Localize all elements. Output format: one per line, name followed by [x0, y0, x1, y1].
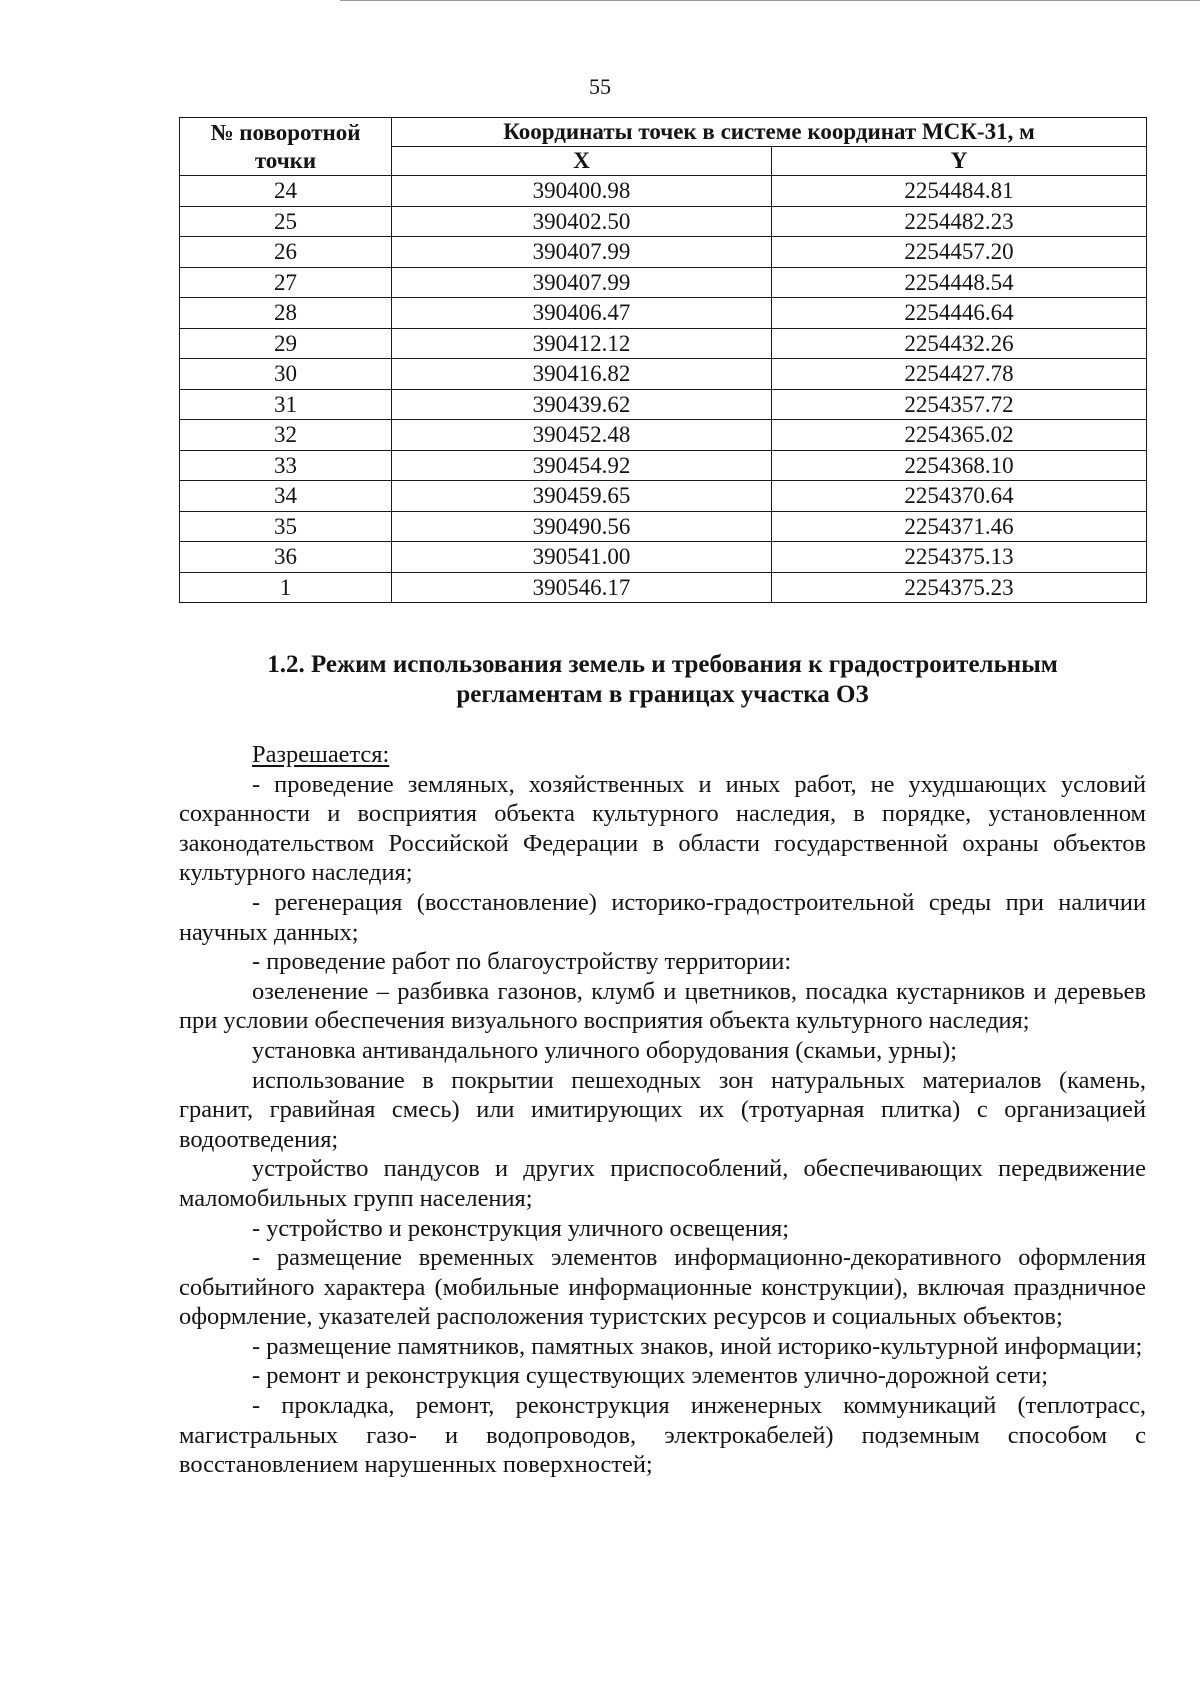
y-coordinate-cell: 2254482.23 — [772, 206, 1147, 237]
point-number-cell: 34 — [180, 481, 392, 512]
x-coordinate-cell: 390541.00 — [392, 542, 772, 573]
point-number-cell: 28 — [180, 298, 392, 329]
x-coordinate-cell: 390416.82 — [392, 359, 772, 390]
coordinates-title-header: Координаты точек в системе координат МСК-31, м — [392, 118, 1147, 147]
y-coordinate-cell: 2254370.64 — [772, 481, 1147, 512]
point-number-cell: 32 — [180, 420, 392, 451]
paragraph-list — [179, 770, 1146, 1480]
body-paragraph: озеленение – разбивка газонов, клумб и цветников, посадка кустарников и деревьев при условии обеспечения визуального восприятия объекта культурного наследия; — [179, 977, 1146, 1035]
y-column-header: Y — [772, 147, 1147, 176]
x-coordinate-cell: 390546.17 — [392, 572, 772, 603]
section-body — [179, 740, 1146, 1480]
table-row — [180, 511, 1147, 542]
x-coordinate-cell: 390459.65 — [392, 481, 772, 512]
x-column-header: X — [392, 147, 772, 176]
y-coordinate-cell: 2254457.20 — [772, 237, 1147, 268]
y-coordinate-cell: 2254432.26 — [772, 328, 1147, 359]
x-coordinate-cell: 390407.99 — [392, 237, 772, 268]
point-number-cell: 27 — [180, 267, 392, 298]
point-number-cell: 35 — [180, 511, 392, 542]
table-row — [180, 542, 1147, 573]
body-paragraph: устройство пандусов и других приспособлений, обеспечивающих передвижение маломобильных групп населения; — [179, 1155, 1146, 1212]
body-paragraph: - регенерация (восстановление) историко-градостроительной среды при наличии научных данных; — [179, 888, 1146, 946]
x-coordinate-cell: 390400.98 — [392, 176, 772, 207]
table-row — [180, 389, 1147, 420]
x-coordinate-cell: 390452.48 — [392, 420, 772, 451]
section-heading-line-1: 1.2. Режим использования земель и требования к градостроительным — [267, 651, 1058, 678]
y-coordinate-cell: 2254357.72 — [772, 389, 1147, 420]
point-number-cell: 24 — [180, 176, 392, 207]
table-row — [180, 237, 1147, 268]
y-coordinate-cell: 2254375.13 — [772, 542, 1147, 573]
table-row — [180, 206, 1147, 237]
y-coordinate-cell: 2254484.81 — [772, 176, 1147, 207]
table-row — [180, 481, 1147, 512]
y-coordinate-cell: 2254427.78 — [772, 359, 1147, 390]
coordinates-table — [179, 117, 1147, 603]
table-row — [180, 267, 1147, 298]
point-number-cell: 1 — [180, 572, 392, 603]
table-row — [180, 572, 1147, 603]
y-coordinate-cell: 2254446.64 — [772, 298, 1147, 329]
x-coordinate-cell: 390439.62 — [392, 389, 772, 420]
y-coordinate-cell: 2254371.46 — [772, 511, 1147, 542]
table-row — [180, 420, 1147, 451]
point-number-cell: 29 — [180, 328, 392, 359]
y-coordinate-cell: 2254375.23 — [772, 572, 1147, 603]
point-number-cell: 30 — [180, 359, 392, 390]
body-paragraph: установка антивандального уличного оборудования (скамьи, урны); — [252, 1036, 958, 1064]
table-row — [180, 176, 1147, 207]
point-number-cell: 31 — [180, 389, 392, 420]
table-row — [180, 450, 1147, 481]
x-coordinate-cell: 390407.99 — [392, 267, 772, 298]
table-row — [180, 328, 1147, 359]
point-number-cell: 26 — [180, 237, 392, 268]
body-paragraph: - проведение земляных, хозяйственных и иных работ, не ухудшающих условий сохранности и восприятия объекта культурного наследия, в порядке, установленном законодательством Российской Федерации в области государственной охраны объектов культурного наследия; — [179, 770, 1146, 887]
table-row — [180, 359, 1147, 390]
body-paragraph: использование в покрытии пешеходных зон натуральных материалов (камень, гранит, гравийная смесь) или имитирующих их (тротуарная плитка) с организацией водоотведения; — [179, 1066, 1146, 1153]
y-coordinate-cell: 2254365.02 — [772, 420, 1147, 451]
section-heading — [179, 650, 1146, 710]
x-coordinate-cell: 390490.56 — [392, 511, 772, 542]
body-paragraph: - размещение временных элементов информационно-декоративного оформления событийного характера (мобильные информационные конструкции), включая праздничное оформление, указателей расположения туристских ресурсов и социальных объектов; — [179, 1244, 1146, 1331]
point-number-cell: 36 — [180, 542, 392, 573]
x-coordinate-cell: 390454.92 — [392, 450, 772, 481]
body-paragraph: - устройство и реконструкция уличного освещения; — [252, 1214, 790, 1242]
body-paragraph: - проведение работ по благоустройству территории: — [252, 948, 792, 976]
table-row — [180, 298, 1147, 329]
body-paragraph: - размещение памятников, памятных знаков, иной историко-культурной информации; — [252, 1332, 1143, 1360]
point-number-header: № поворотной точки — [180, 118, 392, 176]
body-paragraph: - ремонт и реконструкция существующих элементов улично-дорожной сети; — [252, 1362, 1049, 1390]
point-number-cell: 33 — [180, 450, 392, 481]
point-number-cell: 25 — [180, 206, 392, 237]
scan-edge-line — [340, 0, 1200, 1]
section-heading-line-2: регламентам в границах участка ОЗ — [456, 681, 869, 708]
y-coordinate-cell: 2254368.10 — [772, 450, 1147, 481]
x-coordinate-cell: 390412.12 — [392, 328, 772, 359]
body-paragraph: - прокладка, ремонт, реконструкция инженерных коммуникаций (теплотрасс, магистральных газо- и водопроводов, электрокабелей) подземным способом с восстановлением нарушенных поверхностей; — [179, 1392, 1146, 1479]
x-coordinate-cell: 390402.50 — [392, 206, 772, 237]
allowed-label: Разрешается: — [252, 741, 390, 768]
coordinates-table-body — [180, 176, 1147, 603]
y-coordinate-cell: 2254448.54 — [772, 267, 1147, 298]
page-number: 55 — [589, 74, 611, 99]
x-coordinate-cell: 390406.47 — [392, 298, 772, 329]
